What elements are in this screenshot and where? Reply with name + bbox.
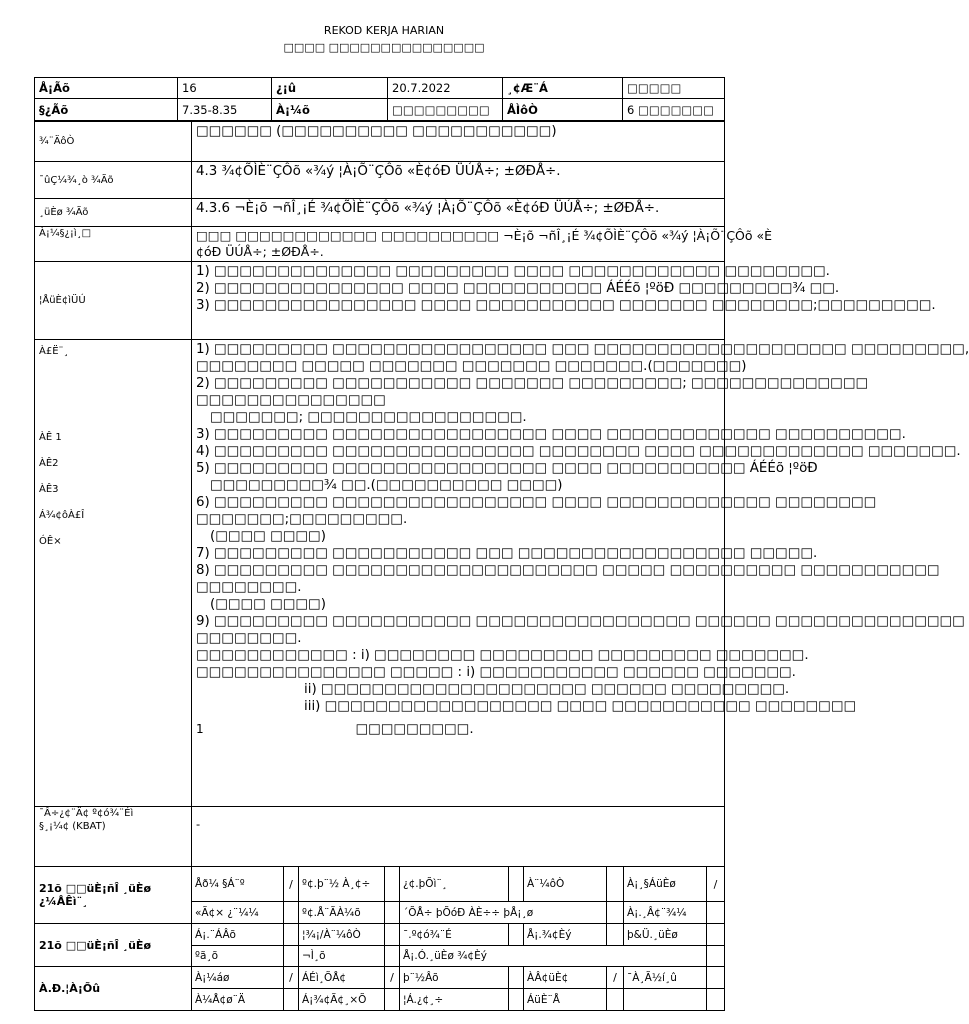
kbat-label-line: §¸¡¼¢ (KBAT) [39, 821, 106, 832]
row-label: À¡¼§¿¡ì¸□ [35, 227, 192, 262]
content-line: □□□□□□ (□□□□□□□□□□ □□□□□□□□□□□) [196, 124, 557, 139]
grid-row [35, 867, 725, 902]
grid-label-teaching-aids: À.Ð.¦À¡Õû [35, 967, 192, 1011]
grid-option: Å¡.Ó.¸üÈø ¾¢Èý [400, 946, 707, 967]
grid-option: ¯.º¢ó¾¨É [400, 924, 509, 946]
row-content [192, 122, 725, 162]
grid-check [284, 946, 299, 967]
grid-option: À¡¼áø [192, 967, 284, 989]
info-row-1 [35, 78, 725, 99]
grid-check: / [385, 967, 400, 989]
activity-line: 9) □□□□□□□□□ □□□□□□□□□□□ □□□□□□□□□□□□□□□□□ □□□□□□ □□□□□□□□□□□□□□□ [196, 614, 965, 629]
content-line: 1) □□□□□□□□□□□□□□ □□□□□□□□□ □□□□ □□□□□□□□□□□□ □□□□□□□□. [196, 264, 830, 279]
grid-option: þ&Ü.¸üÈø [624, 924, 707, 946]
kbat-label [35, 807, 192, 867]
row-label: ¾¨ÄôÒ [35, 122, 192, 162]
grid-check [284, 902, 299, 924]
kbat-value: - [192, 807, 725, 867]
row-label: ¯ûÇ¼¾¸ò ¾Ãõ [35, 162, 192, 199]
content-standard-row [35, 162, 725, 199]
activity-label: À£Ë¨¸ [39, 346, 69, 357]
grid-check [707, 989, 725, 1011]
row-label: ¦ÅüÈ¢ìÜÚ [35, 262, 192, 340]
activity-line: □□□□□□□□ □□□□□ □□□□□□□ □□□□□□□ □□□□□□□.(□□□□□□□) [196, 359, 747, 374]
grid-option: ¬Ì¸õ [299, 946, 385, 967]
grid-check [284, 924, 299, 946]
content-line: 3) □□□□□□□□□□□□□□□□ □□□□ □□□□□□□□□□□ □□□□□□□ □□□□□□□□;□□□□□□□□□. [196, 298, 936, 313]
row-content [192, 262, 936, 340]
grid-option: ¿¢.þÕì¨¸ [400, 867, 509, 902]
activity-line: 6) □□□□□□□□□ □□□□□□□□□□□□□□□□□ □□□□ □□□□□□□□□□□□□ □□□□□□□□ [196, 495, 877, 510]
bottom-grid [34, 866, 725, 1011]
activity-line: (□□□□ □□□□) [210, 597, 326, 612]
grid-option: «Ã¢× ¿¨¼¼ [192, 902, 284, 924]
activity-line: □□□□□□□□□□□□□□□ □□□□□ : i) □□□□□□□□□□□ □□□□□□ □□□□□□□. [196, 665, 796, 680]
grid-check [385, 902, 400, 924]
activity-line: 8) □□□□□□□□□ □□□□□□□□□□□□□□□□□□□□□ □□□□□ □□□□□□□□□□ □□□□□□□□□□□ [196, 563, 940, 578]
grid-label-line: 21õ □□üÈ¡ñÎ ¸üÈø [39, 882, 151, 895]
grid-label-21st-century-2: 21õ □□üÈ¡ñÎ ¸üÈø [35, 924, 192, 967]
grid-row [35, 924, 725, 946]
grid-check [509, 989, 524, 1011]
grid-check [509, 924, 524, 946]
grid-row [35, 967, 725, 989]
document-title: REKOD KERJA HARIAN [323, 24, 445, 37]
activity-line [196, 721, 720, 738]
activity-label: ÀÊ 1 [39, 432, 62, 443]
grid-check [607, 902, 624, 924]
grid-option: À¼Å¢ø¨Ä [192, 989, 284, 1011]
kbat-label-line: ¯Â÷¿¢¨Ä¢ º¢ó¾¨Éì [39, 808, 134, 819]
grid-option: À¡.¸Â¢¨¾¼ [624, 902, 707, 924]
grid-check [284, 989, 299, 1011]
info-label: ¿¡û [272, 78, 388, 99]
activity-line: ii) □□□□□□□□□□□□□□□□□□□□□ □□□□□□ □□□□□□□□□. [304, 682, 790, 697]
grid-option: ÁüÈ¨Å [524, 989, 607, 1011]
grid-check [707, 967, 725, 989]
info-label: À¡¼õ [272, 99, 388, 121]
grid-check [607, 867, 624, 902]
page-number: 1 [196, 722, 204, 736]
grid-option: Á¡.¨ÁÂõ [192, 924, 284, 946]
grid-option: Å¡.¾¢Èý [524, 924, 607, 946]
grid-check [607, 989, 624, 1011]
grid-option [707, 946, 725, 967]
lesson-table [34, 121, 969, 867]
row-content [192, 162, 725, 199]
activity-line: iii) □□□□□□□□□□□□□□□□□□ □□□□ □□□□□□□□□□□ □□□□□□□□ [304, 699, 857, 714]
row-content [192, 199, 725, 227]
info-table [34, 77, 725, 121]
info-value: 20.7.2022 [388, 78, 503, 99]
activity-line: □□□□□□□□. [196, 580, 302, 595]
info-label: ÅÌôÒ [503, 99, 623, 121]
grid-check [509, 967, 524, 989]
content-line: □□□ □□□□□□□□□□□□ □□□□□□□□□□ ¬È¡õ ¬ñÎ¸¡É ¾¢ÕÌÈ¨ÇÔõ «¾ý ¦À¡Õ¨ÇÔõ «È [196, 228, 773, 243]
grid-option: Åð¼ §Á¨º [192, 867, 284, 902]
activity-line: □□□□□□□□□¾ □□.(□□□□□□□□□□ □□□□) [210, 478, 563, 493]
grid-check [707, 924, 725, 946]
activity-line: □□□□□□□□□□□□□□□ [196, 393, 386, 408]
content-line: 4.3.6 ¬È¡õ ¬ñÎ¸¡É ¾¢ÕÌÈ¨ÇÔõ «¾ý ¦À¡Õ¨ÇÔõ «È¢óÐ ÜÚÅ÷; ±ØÐÅ÷. [196, 201, 660, 216]
info-label: ¸¢Æ¨Á [503, 78, 623, 99]
learning-standard-row [35, 199, 725, 227]
activity-line: 7) □□□□□□□□□ □□□□□□□□□□□ □□□ □□□□□□□□□□□□□□□□□□ □□□□□. [196, 546, 818, 561]
grid-option: º¢.þ¨½ À¸¢÷ [299, 867, 385, 902]
grid-check [385, 946, 400, 967]
row-label: ¸üÈø ¾Ãõ [35, 199, 192, 227]
grid-option: þ¨½Âõ [400, 967, 509, 989]
grid-option: Á¡¾¢Ã¢¸×Õ [299, 989, 385, 1011]
grid-check [385, 924, 400, 946]
info-row-2 [35, 99, 725, 121]
activity-line: □□□□□□□□. [196, 631, 302, 646]
topic-row [35, 122, 725, 162]
grid-check [509, 867, 524, 902]
activity-line: 5) □□□□□□□□□ □□□□□□□□□□□□□□□□□ □□□□ □□□□□□□□□□□ ÁÉÉõ ¦ºöÐ [196, 461, 818, 476]
activity-label: Á¾¢ôÀ£Î [39, 510, 85, 521]
grid-option: ¯À¸Ã½í¸û [624, 967, 707, 989]
kbat-row [35, 807, 725, 867]
grid-check: / [607, 967, 624, 989]
activity-line: □□□□□□□; □□□□□□□□□□□□□□□□□. [210, 410, 527, 425]
activity-label: ÀÊ2 [39, 458, 59, 469]
grid-option: º¢.Å¨ÃÀ¼õ [299, 902, 385, 924]
info-label: Å¡Ãõ [35, 78, 178, 99]
info-value: 7.35-8.35 [178, 99, 272, 121]
activity-label: ÓÊ× [39, 536, 62, 547]
grid-check: / [284, 867, 299, 902]
info-value: □□□□□□□□□ [388, 99, 503, 121]
content-line: ¢óÐ ÜÚÅ÷; ±ØÐÅ÷. [196, 244, 324, 259]
activity-line: 3) □□□□□□□□□ □□□□□□□□□□□□□□□□□ □□□□ □□□□□□□□□□□□□ □□□□□□□□□□. [196, 427, 906, 442]
grid-label-21st-century [35, 867, 192, 924]
content-line: 2) □□□□□□□□□□□□□□□ □□□□ □□□□□□□□□□□ ÁÉÉõ ¦ºöÐ □□□□□□□□□¾ □□. [196, 281, 840, 296]
success-criteria-row [35, 262, 725, 340]
activity-line: (□□□□ □□□□) [210, 529, 326, 544]
objective-row [35, 227, 725, 262]
grid-option: ¦¾¡/À¨¼ôÒ [299, 924, 385, 946]
activity-line-end: □□□□□□□□□. [355, 722, 474, 737]
grid-check [707, 902, 725, 924]
activity-line: 2) □□□□□□□□□ □□□□□□□□□□□ □□□□□□□ □□□□□□□□□; □□□□□□□□□□□□□□ [196, 376, 869, 391]
grid-option: À¡¸§ÁüÈø [624, 867, 707, 902]
grid-option: ÀÂ¢üÈ¢ [524, 967, 607, 989]
activity-labels [35, 340, 192, 807]
activity-line: 1) □□□□□□□□□ □□□□□□□□□□□□□□□□□ □□□ □□□□□□□□□□□□□□□□□□□□ □□□□□□□□□, [196, 342, 969, 357]
activity-line: 4) □□□□□□□□□ □□□□□□□□□□□□□□□□ □□□□□□□□ □□□□ □□□□□□□□□□□□□ □□□□□□□. [196, 444, 961, 459]
grid-check [385, 989, 400, 1011]
grid-check [607, 924, 624, 946]
activity-line: □□□□□□□□□□□□ : i) □□□□□□□□ □□□□□□□□□ □□□□□□□□□ □□□□□□□. [196, 648, 809, 663]
info-label: §¿Ãõ [35, 99, 178, 121]
info-value: □□□□□ [623, 78, 725, 99]
info-value: 16 [178, 78, 272, 99]
grid-option: ¦Á.¿¢¸÷ [400, 989, 509, 1011]
activity-line: □□□□□□□;□□□□□□□□□. [196, 512, 408, 527]
grid-check: / [284, 967, 299, 989]
grid-option: ºã¸õ [192, 946, 284, 967]
grid-label-line: ¿¼ÅÊì¨¸ [39, 895, 88, 908]
row-content [192, 227, 773, 262]
grid-option: À¨¼ôÒ [524, 867, 607, 902]
grid-option: ÁÉì¸ÕÅ¢ [299, 967, 385, 989]
grid-check: / [707, 867, 725, 902]
info-value: 6 □□□□□□□ [623, 99, 725, 121]
activity-row [35, 340, 725, 807]
grid-option [624, 989, 707, 1011]
activity-label: ÀÊ3 [39, 484, 59, 495]
content-line: 4.3 ¾¢ÕÌÈ¨ÇÔõ «¾ý ¦À¡Õ¨ÇÔõ «È¢óÐ ÜÚÅ÷; ±ØÐÅ÷. [196, 164, 561, 179]
document-subtitle: □□□□ □□□□□□□□□□□□□□□ [283, 41, 485, 54]
activity-content [192, 340, 969, 807]
grid-check [385, 867, 400, 902]
grid-option: ´ÕÅ÷ þÕóÐ ÀÈ÷÷ þÅ¡¸ø [400, 902, 607, 924]
